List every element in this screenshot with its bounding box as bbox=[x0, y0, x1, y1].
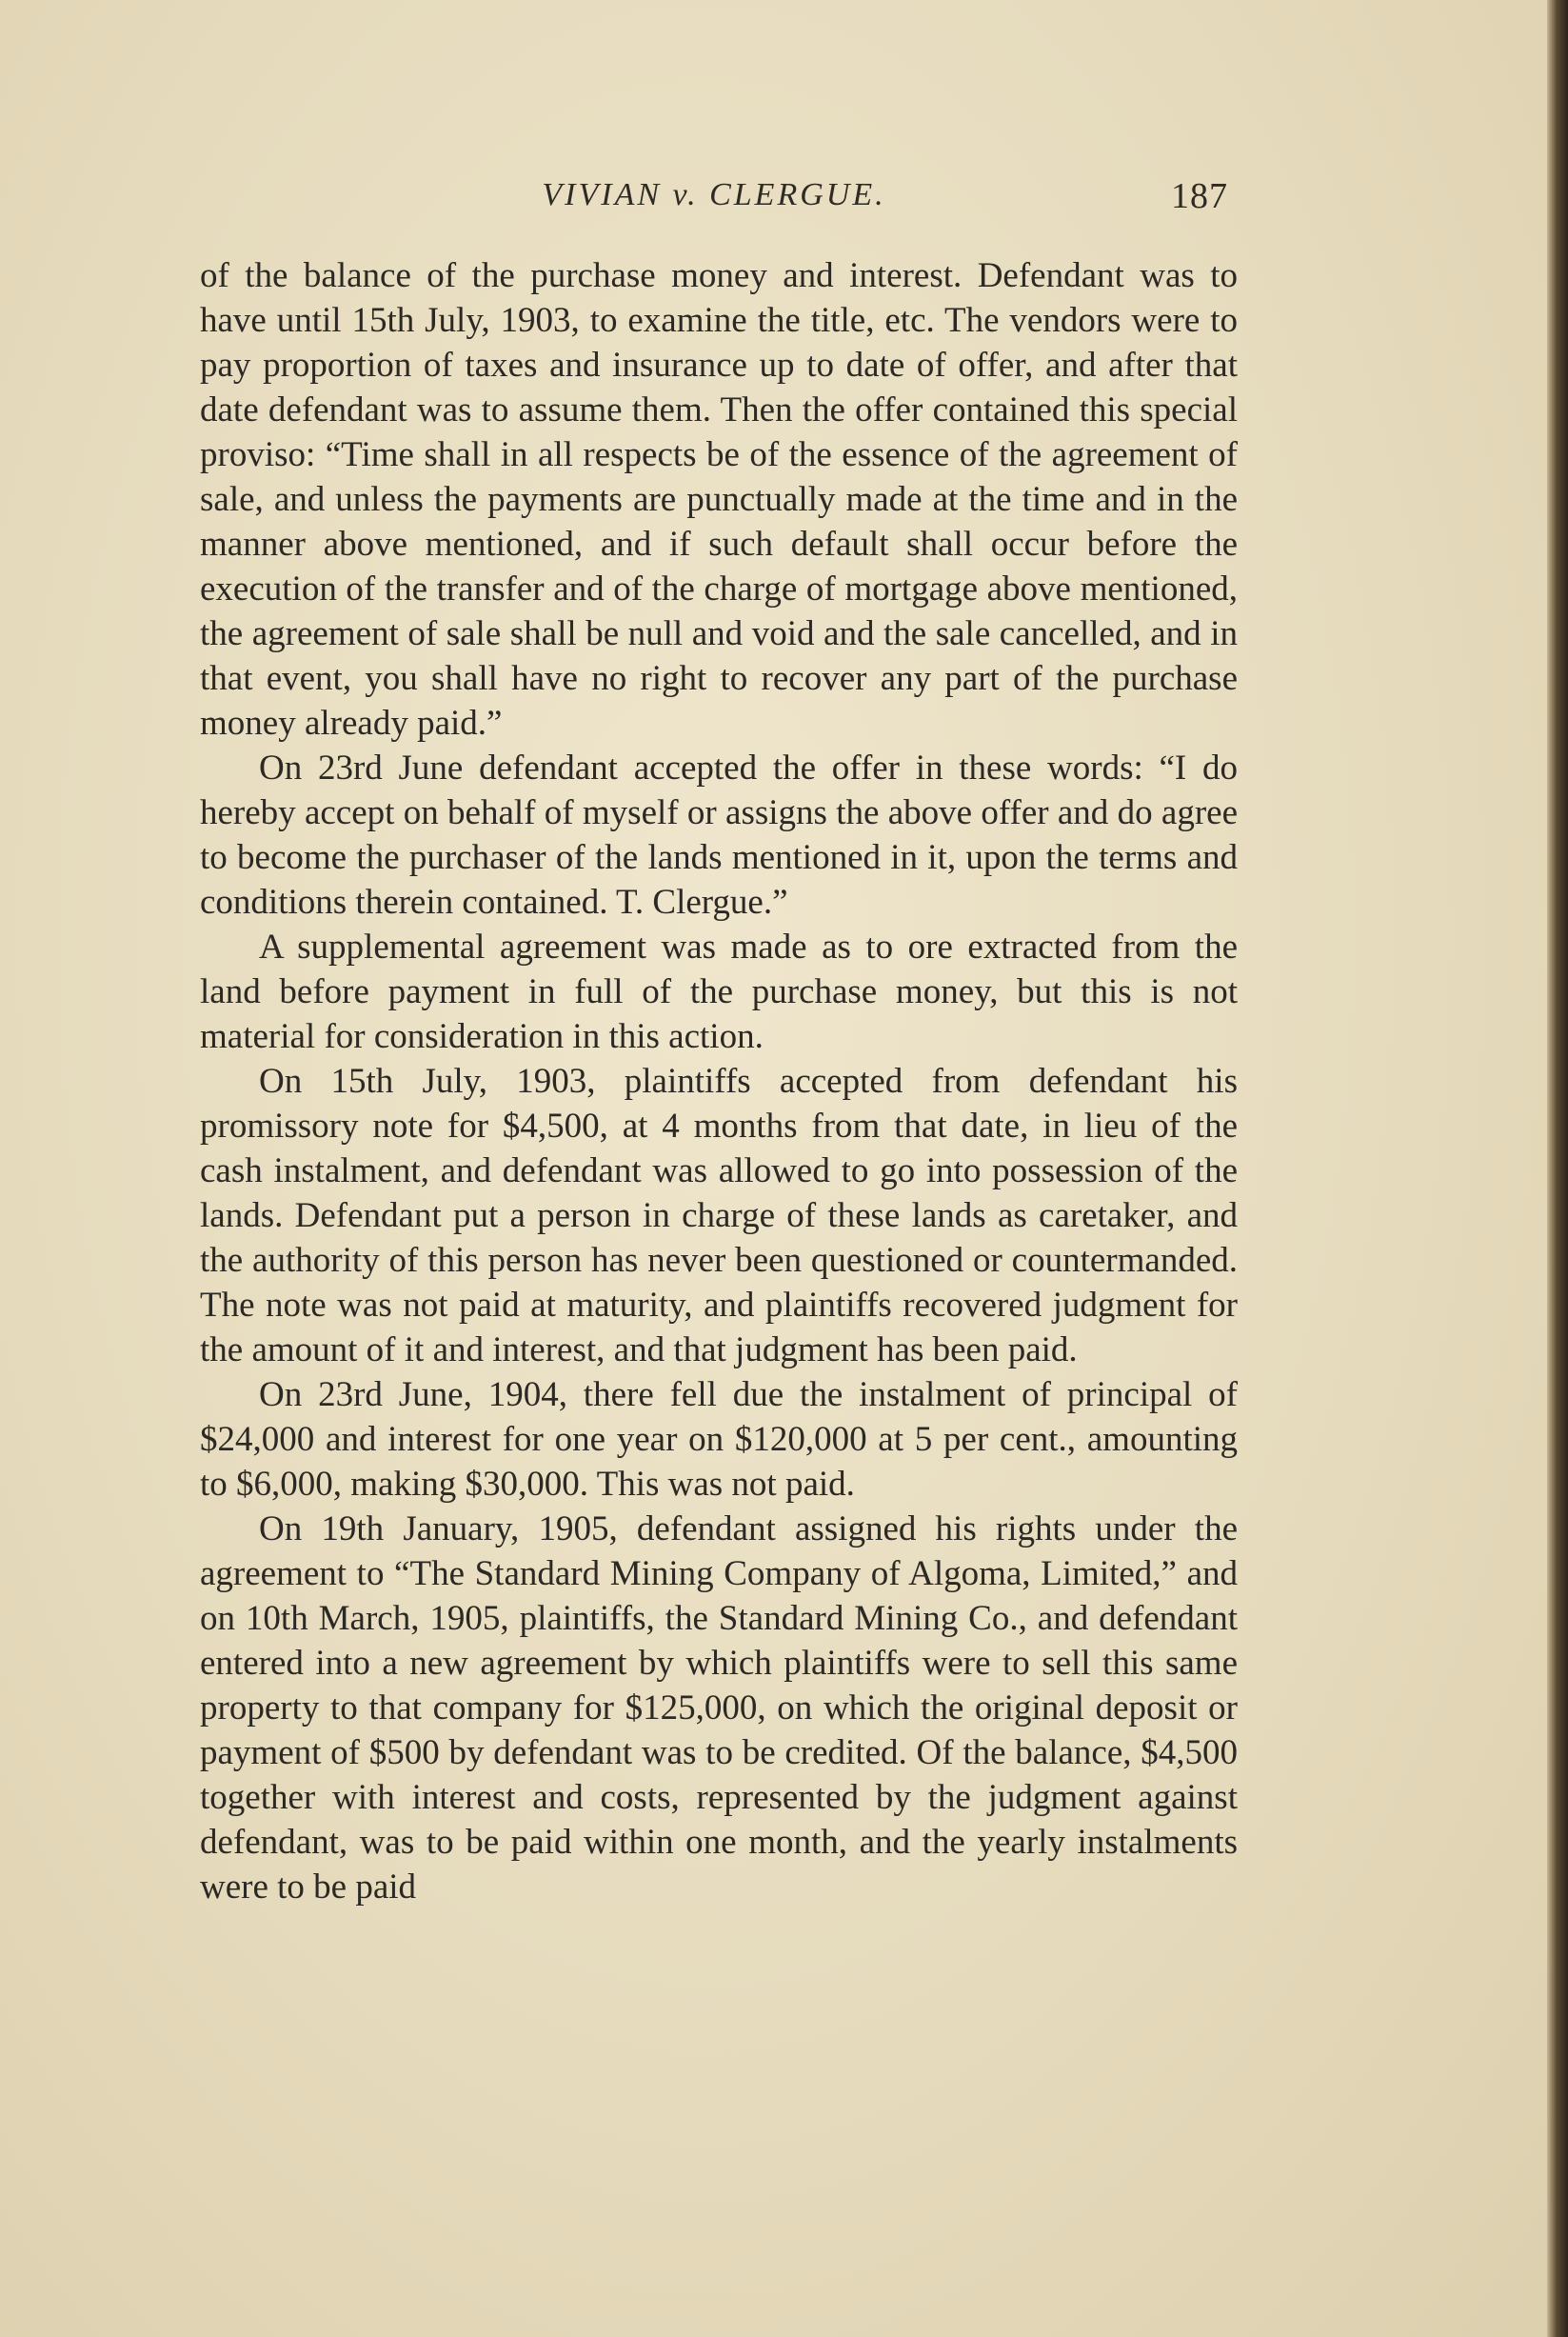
paragraph: On 23rd June defendant accepted the offer in these words: “I do hereby accept on behalf of myself or assigns the above offer and do agree to become the purchaser of the lands mentioned in it, upon the terms and conditions therein contained. T. Clergue.” bbox=[200, 749, 1238, 922]
running-title: VIVIAN v. CLERGUE. bbox=[542, 177, 886, 212]
paragraph: On 19th January, 1905, defendant assigned his rights under the agreement to “The Standard Mining Company of Algoma, Limited,” and on 10th March, 1905, plaintiffs, the Standard Mining Co., and defendant entered into a new agreement by which plaintiffs were to sell this same property to that company for $125,000, on which the original deposit or payment of $500 by defendant was to be credited. Of the balance, $4,500 together with interest and costs, represented by the judgment against defendant, was to be paid within one month, and the yearly instalments were to be paid bbox=[200, 1509, 1238, 1907]
body-text bbox=[200, 253, 1238, 1909]
running-head bbox=[200, 177, 1228, 234]
page-edge bbox=[1547, 0, 1568, 2337]
paragraph-continued: of the balance of the purchase money and interest. Defendant was to have until 15th July, 1903, to examine the title, etc. The vendors were to pay proportion of taxes and insurance up to date of offer, and after that date defendant was to assume them. Then the offer contained this special proviso: “Time shall in all respects be of the essence of the agreement of sale, and unless the payments are punctually made at the time and in the manner above mentioned, and if such default shall occur before the execution of the transfer and of the charge of mortgage above mentioned, the agreement of sale shall be null and void and the sale cancelled, and in that event, you shall have no right to recover any part of the purchase money already paid.” bbox=[200, 256, 1238, 743]
page-number: 187 bbox=[1171, 176, 1228, 216]
paragraph: On 23rd June, 1904, there fell due the instalment of principal of $24,000 and interest for one year on $120,000 at 5 per cent., amounting to $6,000, making $30,000. This was not paid. bbox=[200, 1375, 1238, 1504]
paragraph: A supplemental agreement was made as to ore extracted from the land before payment in full of the purchase money, but this is not material for consideration in this action. bbox=[200, 928, 1238, 1056]
paragraph: On 15th July, 1903, plaintiffs accepted from defendant his promissory note for $4,500, at 4 months from that date, in lieu of the cash instalment, and defendant was allowed to go into possession of the lands. Defendant put a person in charge of these lands as caretaker, and the authority of this person has never been questioned or countermanded. The note was not paid at maturity, and plaintiffs recovered judgment for the amount of it and interest, and that judgment has been paid. bbox=[200, 1062, 1238, 1369]
